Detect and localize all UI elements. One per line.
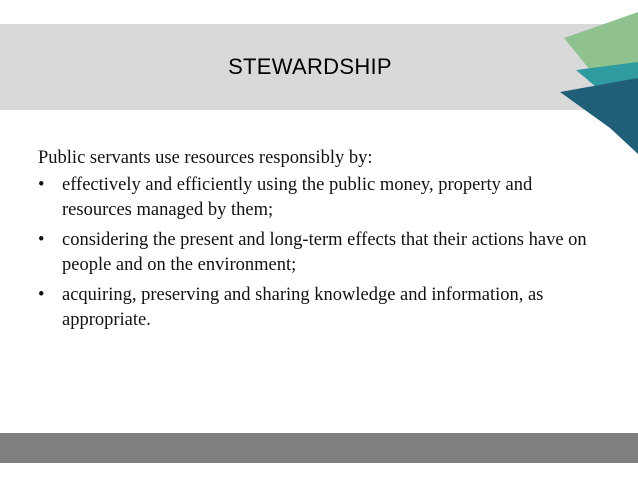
bullet-text: effectively and efficiently using the public money, property and resources managed by them; <box>62 175 533 220</box>
bullet-symbol: • <box>38 230 45 250</box>
bullet-symbol: • <box>38 175 45 195</box>
bullet-text: considering the present and long-term effects that their actions have on people and on the environment; <box>62 230 587 275</box>
decoration-dark-teal-shape <box>560 78 638 154</box>
bullet-item <box>38 283 598 333</box>
footer-band <box>0 433 638 463</box>
corner-decoration <box>540 0 638 160</box>
intro-text: Public servants use resources responsibly by: <box>38 148 373 168</box>
bullet-item <box>38 228 598 278</box>
slide-title: STEWARDSHIP <box>228 54 392 79</box>
bullet-item <box>38 173 598 223</box>
bullet-list <box>38 173 598 333</box>
slide-body <box>38 146 598 338</box>
bullet-text: acquiring, preserving and sharing knowledge and information, as appropriate. <box>62 285 544 330</box>
bullet-symbol: • <box>38 285 45 305</box>
